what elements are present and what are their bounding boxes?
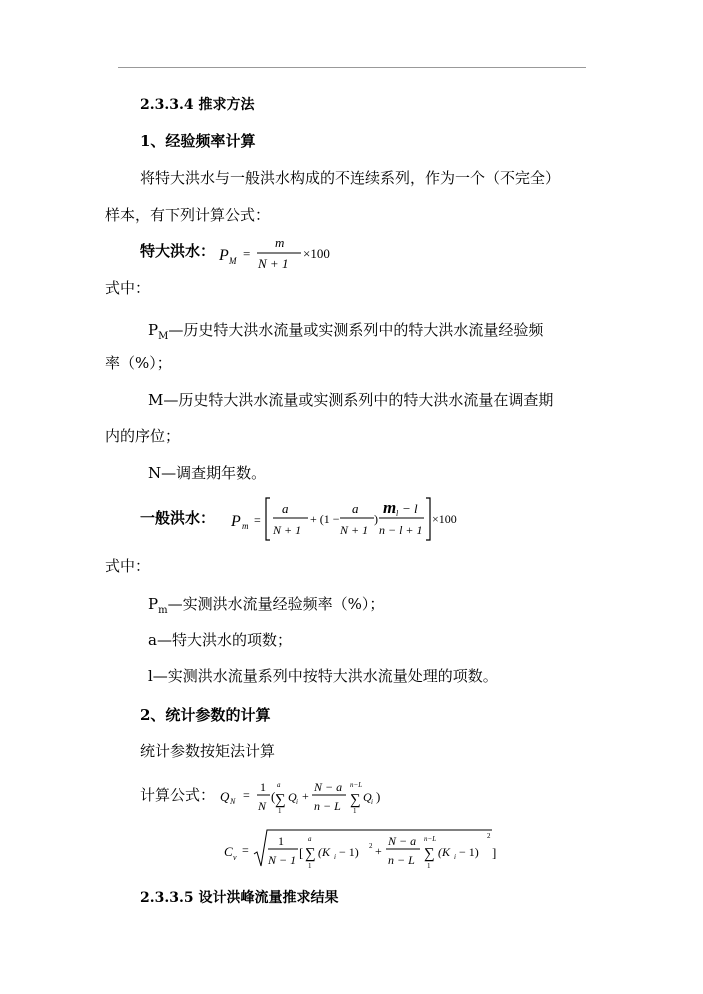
svg-text:∑: ∑ xyxy=(305,846,316,862)
svg-text:∑: ∑ xyxy=(275,792,286,808)
svg-text:): ) xyxy=(376,789,381,804)
svg-text:]: ] xyxy=(492,845,497,860)
f2-num3: m xyxy=(383,498,397,517)
f4-frac-den: n − L xyxy=(388,853,415,867)
n-definition: N—调查期年数。 xyxy=(148,464,267,482)
f4-term2-tail: − 1) xyxy=(459,845,479,859)
formula-general-frequency xyxy=(228,494,468,548)
svg-text:[: [ xyxy=(299,845,304,860)
f4-sum2-bot: 1 xyxy=(427,862,431,870)
f4-term-sub: i xyxy=(334,853,336,861)
pm-letter: P xyxy=(148,321,159,339)
f2-a2: a xyxy=(352,501,359,516)
f3-Qi2: Q xyxy=(363,790,372,804)
f4-one: 1 xyxy=(278,834,284,848)
f1-mult: ×100 xyxy=(303,246,330,261)
formula-extreme-frequency xyxy=(215,232,335,278)
f3-Qi-sub: i xyxy=(296,798,298,806)
extreme-flood-label: 特大洪水： xyxy=(140,242,216,260)
svg-text:∑: ∑ xyxy=(424,846,435,862)
pm-subscript: M xyxy=(158,331,169,342)
f3-lhs: Q xyxy=(220,789,230,804)
header-rule xyxy=(118,67,586,68)
m-definition-line-1: M—历史特大洪水流量或实测系列中的特大洪水流量在调查期 xyxy=(148,391,554,409)
f4-term2-sub: i xyxy=(454,853,456,861)
f3-frac-num: N − a xyxy=(314,780,343,794)
svg-text:∑: ∑ xyxy=(350,792,361,808)
f3-Qi2-sub: i xyxy=(371,798,373,806)
f2-lhs-sub: m xyxy=(242,521,249,531)
f4-term: (K xyxy=(318,845,330,859)
svg-text:=: = xyxy=(243,246,251,261)
general-flood-label: 一般洪水： xyxy=(140,509,216,527)
pm-def-text: —历史特大洪水流量或实测系列中的特大洪水流量经验频 xyxy=(168,321,544,339)
f4-sum2-top: n−L xyxy=(424,835,437,843)
intro-line-2: 样本，有下列计算公式： xyxy=(105,206,271,224)
pm-definition-line-2: 率（%）； xyxy=(105,354,172,372)
l-definition: l—实测洪水流量系列中按特大洪水流量处理的项数。 xyxy=(148,667,498,685)
section-title-2-3-3-4: 2.3.3.4 推求方法 xyxy=(140,97,255,113)
section-title-2-3-3-5: 2.3.3.5 设计洪峰流量推求结果 xyxy=(140,890,339,906)
intro-line-1: 将特大洪水与一般洪水构成的不连续系列，作为一个（不完全） xyxy=(140,169,561,187)
a-definition: a—特大洪水的项数； xyxy=(148,631,292,649)
f2-den2: N + 1 xyxy=(340,523,369,537)
where-label-1: 式中： xyxy=(105,279,151,297)
f3-sum-top: a xyxy=(277,781,281,789)
f2-num3-tail: − l xyxy=(402,501,418,516)
svg-text:+: + xyxy=(375,844,382,858)
pm-definition-line-1 xyxy=(148,320,543,347)
f3-N: N xyxy=(258,799,267,813)
pm2-letter: P xyxy=(148,595,159,613)
f1-lhs: P xyxy=(219,247,229,264)
f4-sq2: 2 xyxy=(487,832,491,840)
f1-denominator: N + 1 xyxy=(258,256,289,271)
f3-frac-den: n − L xyxy=(314,799,341,813)
f3-sum2-top: n−L xyxy=(350,781,363,789)
m-definition-line-2: 内的序位； xyxy=(105,427,181,445)
f3-Qi: Q xyxy=(288,790,297,804)
f1-numerator: m xyxy=(275,235,285,250)
f2-a: a xyxy=(282,501,289,516)
calc-formula-label: 计算公式： xyxy=(140,786,216,804)
f4-lhs: C xyxy=(224,844,233,859)
item-1-title: 1、经验频率计算 xyxy=(140,132,256,150)
pm2-def-text: —实测洪水流量经验频率（%）； xyxy=(167,595,385,613)
f1-lhs-sub: M xyxy=(229,256,237,266)
svg-text:(: ( xyxy=(271,789,276,804)
f4-frac-num: N − a xyxy=(388,834,417,848)
stat-method-line: 统计参数按矩法计算 xyxy=(140,742,276,760)
f4-lhs-sub: v xyxy=(233,853,237,862)
formula-mean-flow xyxy=(218,773,418,825)
f4-term-tail: − 1) xyxy=(339,845,359,859)
where-label-2: 式中： xyxy=(105,557,151,575)
pm2-subscript: m xyxy=(158,605,168,616)
f2-mult: ×100 xyxy=(432,512,457,526)
f3-sum2-bot: 1 xyxy=(353,807,357,815)
f2-one-minus: + (1 − xyxy=(310,512,340,526)
formula-cv xyxy=(222,826,512,878)
f4-sum-top: a xyxy=(308,835,312,843)
f3-sum-bot: 1 xyxy=(278,807,282,815)
f2-den1: N + 1 xyxy=(273,523,302,537)
svg-text:=: = xyxy=(243,788,250,802)
item-2-title: 2、统计参数的计算 xyxy=(140,706,271,724)
svg-text:): ) xyxy=(374,512,378,526)
svg-text:+: + xyxy=(302,789,309,803)
f3-one: 1 xyxy=(260,780,266,794)
f4-sum-bot: 1 xyxy=(308,862,312,870)
f4-term2: (K xyxy=(438,845,450,859)
svg-text:=: = xyxy=(254,513,261,527)
svg-text:=: = xyxy=(242,843,249,857)
f4-sq: 2 xyxy=(369,842,373,850)
f2-num3-sub: l xyxy=(396,509,399,518)
f4-den: N − 1 xyxy=(268,853,297,867)
f2-den3: n − l + 1 xyxy=(379,523,423,537)
f2-lhs: P xyxy=(231,513,241,530)
f3-lhs-sub: N xyxy=(230,797,236,806)
pm2-definition xyxy=(148,594,384,621)
